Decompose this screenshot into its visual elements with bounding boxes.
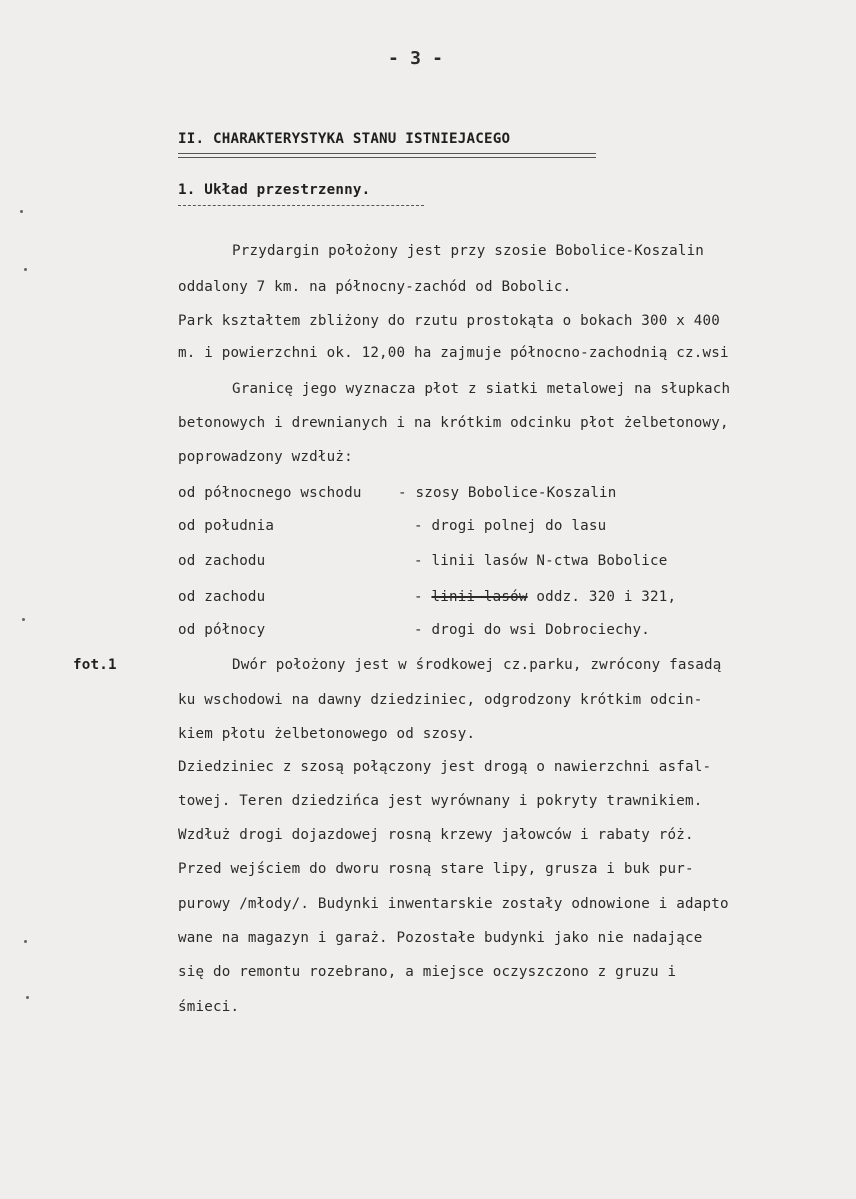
- para3-line-2: ku wschodowi na dawny dziedziniec, odgrodzony krótkim odcin-: [178, 692, 703, 708]
- section-title: II. CHARAKTERYSTYKA STANU ISTNIEJACEGO: [178, 131, 511, 147]
- para4-line-3: Wzdłuż drogi dojazdowej rosną krzewy jałowców i rabaty róż.: [178, 827, 694, 843]
- border-desc-4: [414, 589, 676, 605]
- para3-line-3: kiem płotu żelbetonowego od szosy.: [178, 726, 476, 742]
- border-desc-1: - szosy Bobolice-Koszalin: [398, 485, 617, 501]
- border-desc-5: - drogi do wsi Dobrociechy.: [414, 622, 651, 638]
- para4-line-5: purowy /młody/. Budynki inwentarskie zostały odnowione i adapto: [178, 896, 729, 912]
- border-desc-3: - linii lasów N-ctwa Bobolice: [414, 553, 668, 569]
- margin-speck: [24, 940, 27, 943]
- para4-line-7: się do remontu rozebrano, a miejsce oczyszczono z gruzu i: [178, 964, 677, 980]
- page-number: - 3 -: [388, 48, 444, 69]
- para2-line-1: Granicę jego wyznacza płot z siatki metalowej na słupkach: [232, 381, 731, 397]
- subsection-title: 1. Układ przestrzenny.: [178, 182, 371, 198]
- para3-line-1: Dwór położony jest w środkowej cz.parku, zwrócony fasadą: [232, 657, 722, 673]
- para4-line-4: Przed wejściem do dworu rosną stare lipy, grusza i buk pur-: [178, 861, 694, 877]
- para4-line-2: towej. Teren dziedzińca jest wyrównany i pokryty trawnikiem.: [178, 793, 703, 809]
- margin-speck: [22, 618, 25, 621]
- para4-line-1: Dziedziniec z szosą połączony jest drogą o nawierzchni asfal-: [178, 759, 712, 775]
- border-desc-4-prefix: -: [414, 589, 432, 605]
- margin-speck: [20, 210, 23, 213]
- border-side-5: od północy: [178, 622, 266, 638]
- border-side-4: od zachodu: [178, 589, 266, 605]
- border-side-3: od zachodu: [178, 553, 266, 569]
- margin-speck: [26, 996, 29, 999]
- para2-line-3: poprowadzony wzdłuż:: [178, 449, 353, 465]
- para1-line-1: Przydargin położony jest przy szosie Bobolice-Koszalin: [232, 243, 705, 259]
- para1-line-4: m. i powierzchni ok. 12,00 ha zajmuje północno-zachodnią cz.wsi: [178, 345, 729, 361]
- border-desc-4-rest: oddz. 320 i 321,: [527, 589, 677, 605]
- para1-line-3: Park kształtem zbliżony do rzutu prostokąta o bokach 300 x 400: [178, 313, 720, 329]
- para1-line-2: oddalony 7 km. na północny-zachód od Bobolic.: [178, 279, 572, 295]
- border-desc-2: - drogi polnej do lasu: [414, 518, 607, 534]
- para2-line-2: betonowych i drewnianych i na krótkim odcinku płot żelbetonowy,: [178, 415, 729, 431]
- margin-note-photo: fot.1: [73, 657, 117, 673]
- para4-line-8: śmieci.: [178, 999, 240, 1015]
- margin-speck: [24, 268, 27, 271]
- para4-line-6: wane na magazyn i garaż. Pozostałe budynki jako nie nadające: [178, 930, 703, 946]
- subsection-underline: [178, 205, 424, 206]
- border-side-1: od północnego wschodu: [178, 485, 362, 501]
- title-double-underline: [178, 153, 596, 158]
- border-side-2: od południa: [178, 518, 275, 534]
- struck-out-text: linii lasów: [431, 589, 528, 605]
